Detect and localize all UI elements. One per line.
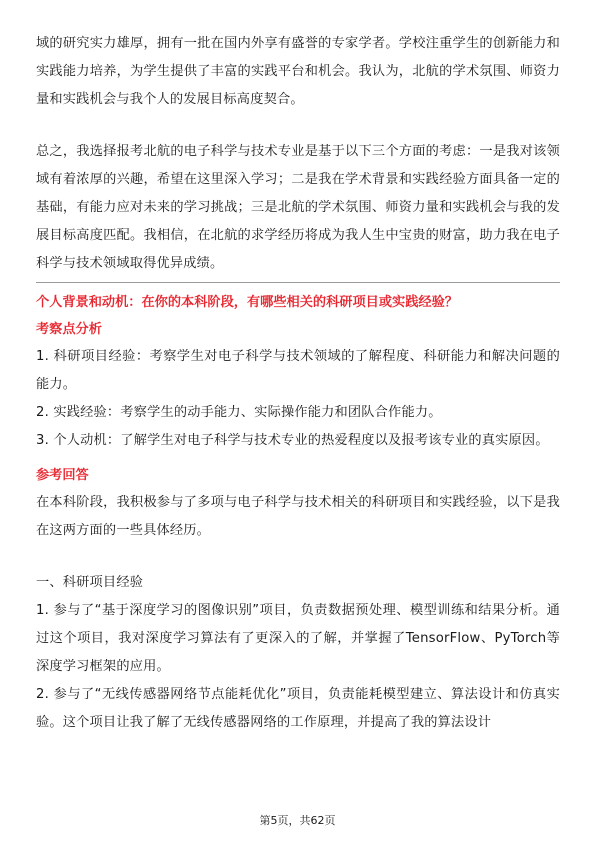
analysis-title: 考察点分析 xyxy=(36,322,102,337)
section-divider xyxy=(36,282,560,283)
paragraph-summary: 总之，我选择报考北航的电子科学与技术专业是基于以下三个方面的考虑：一是我对该领域有着浓厚的兴趣，希望在这里深入学习；二是我在学术背景和实践经验方面具备一定的基础，有能力应对未来的学习挑战；三是北航的学术氛围、师资力量和实践机会与我的发展目标高度匹配。我相信，在北航的求学经历将成为我人生中宝贵的财富，助力我在电子科学与技术领域取得优异成绩。 xyxy=(36,144,560,271)
answer-item-1: 1. 参与了“基于深度学习的图像识别”项目，负责数据预处理、模型训练和结果分析。通过这个项目，我对深度学习算法有了更深入的了解，并掌握了TensorFlow、PyTorch等深度学习框架的应用。 xyxy=(36,603,560,674)
answer-title: 参考回答 xyxy=(36,468,89,483)
analysis-item-1: 1. 科研项目经验：考察学生对电子科学与技术领域的了解程度、科研能力和解决问题的能力。 xyxy=(36,349,560,392)
page-footer: 第5页，共62页 xyxy=(259,814,336,827)
answer-subheading: 一、科研项目经验 xyxy=(36,575,144,590)
paragraph-research-strength: 域的研究实力雄厚，拥有一批在国内外享有盛誉的专家学者。学校注重学生的创新能力和实践能力培养，为学生提供了丰富的实践平台和机会。我认为，北航的学术氛围、师资力量和实践机会与我个人的发展目标高度契合。 xyxy=(36,36,560,107)
answer-item-2: 2. 参与了“无线传感器网络节点能耗优化”项目，负责能耗模型建立、算法设计和仿真实验。这个项目让我了解了无线传感器网络的工作原理，并提高了我的算法设计 xyxy=(36,687,560,730)
question-heading: 个人背景和动机：在你的本科阶段，有哪些相关的科研项目或实践经验？ xyxy=(36,295,458,310)
document-page xyxy=(36,30,560,737)
analysis-item-2: 2. 实践经验：考察学生的动手能力、实际操作能力和团队合作能力。 xyxy=(36,405,442,420)
analysis-item-3: 3. 个人动机：了解学生对电子科学与技术专业的热爱程度以及报考该专业的真实原因。 xyxy=(36,433,549,448)
answer-intro: 在本科阶段，我积极参与了多项与电子科学与技术相关的科研项目和实践经验，以下是我在这两方面的一些具体经历。 xyxy=(36,495,560,538)
